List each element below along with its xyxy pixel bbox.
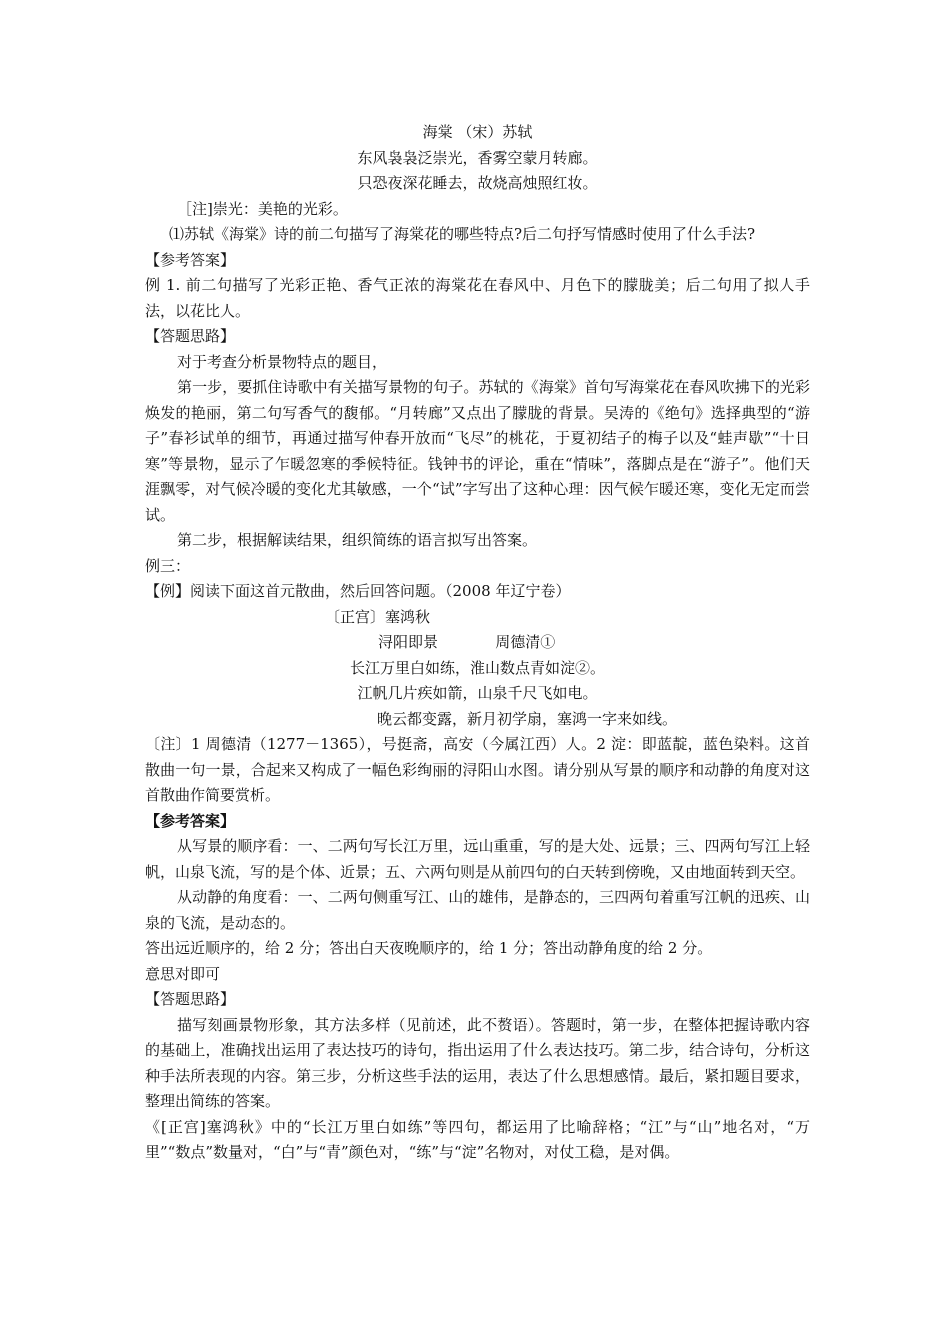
poem-line: 只恐夜深花睡去，故烧高烛照红妆。 [357,174,598,192]
note-paragraph: 〔注〕1 周德清（1277－1365），号挺斋，高安（今属江西）人。2 淀：即蓝靛，蓝色染料。这首散曲一句一景，合起来又构成了一幅色彩绚丽的浔阳山水图。请分别从写景的顺序和动静的角度对这首散曲作简要赏析。 [145,735,810,804]
body-paragraph: 对于考查分析景物特点的题目， [177,352,388,371]
section-label: 【参考答案】 [145,250,236,269]
poem-title: 海棠 （宋）苏轼 [422,123,533,141]
answer-paragraph: 从写景的顺序看：一、二两句写长江万里，远山重重，写的是大处、远景；三、四两句写江上轻帆，山泉飞流，写的是个体、近景；五、六两句则是从前四句的白天转到傍晚，又由地面转到天空。 [145,837,810,881]
poem-line: 东风袅袅泛崇光，香雾空蒙月转廊。 [357,148,598,167]
poem-note: ［注]崇光：美艳的光彩。 [177,199,348,218]
scoring-text: 答出远近顺序的，给 2 分；答出白天夜晚顺序的，给 1 分；答出动静角度的给 2 分。 [145,939,713,957]
answer-paragraph: 例 1. 前二句描写了光彩正艳、香气正浓的海棠花在春风中、月色下的朦胧美；后二句用了拟人手法，以花比人。 [145,276,810,320]
body-paragraph: 描写刻画景物形象，其方法多样（见前述，此不赘语）。答题时，第一步，在整体把握诗歌内容的基础上，准确找出运用了表达技巧的诗句，指出运用了什么表达技巧。第二步，结合诗句，分析这种手法所表现的内容。第三步，分析这些手法的运用，表达了什么思想感情。最后，紧扣题目要求，整理出简练的答案。 [145,1015,810,1110]
question: ⑴苏轼《海棠》诗的前二句描写了海棠花的哪些特点?后二句抒写情感时使用了什么手法? [169,225,756,243]
poem-subtitle: 浔阳即景 周德清① [378,633,556,651]
body-paragraph: 第一步，要抓住诗歌中有关描写景物的句子。苏轼的《海棠》首句写海棠花在春风吹拂下的光彩焕发的艳丽，第二句写香气的馥郁。“月转廊”又点出了朦胧的背景。吴涛的《绝句》选择典型的“游子”春衫试单的细节，再通过描写仲春开放而“飞尽”的桃花，于夏初结子的梅子以及“蛙声歇”“十日寒”等景物，显示了乍暖忽寒的季候特征。钱钟书的评论，重在“情味”，落脚点是在“游子”。他们天涯飘零，对气候冷暖的变化尤其敏感，一个“试”字写出了这种心理：因气候乍暖还寒，变化无定而尝试。 [145,378,810,524]
example-label: 例三： [145,556,191,575]
answer-paragraph: 从动静的角度看：一、二两句侧重写江、山的雄伟，是静态的，三四两句着重写江帆的迅疾、山泉的飞流，是动态的。 [145,888,810,932]
poem-line: 晚云都变露，新月初学扇，塞鸿一字来如线。 [377,709,678,728]
example-prompt: 【例】阅读下面这首元散曲，然后回答问题。（2008 年辽宁卷） [145,582,571,600]
section-label: 【参考答案】 [145,811,236,830]
body-paragraph: 第二步，根据解读结果，组织简练的语言拟写出答案。 [177,531,538,549]
section-label: 【答题思路】 [145,990,236,1008]
body-paragraph: 《[正宫]塞鸿秋》中的“长江万里白如练”等四句，都运用了比喻辞格；“江”与“山”地名对，“万里”“数点”数量对，“白”与“青”颜色对，“练”与“淀”名物对，对仗工稳，是对偶。 [145,1117,810,1161]
poem-line: 江帆几片疾如箭，山泉千尺飞如电。 [357,684,598,702]
document-page [145,120,810,1166]
section-label: 【答题思路】 [145,327,236,345]
poem-line: 长江万里白如练，淮山数点青如淀②。 [349,658,605,677]
scoring-note: 意思对即可 [145,964,221,983]
poem-title: 〔正宫〕塞鸿秋 [325,607,431,626]
